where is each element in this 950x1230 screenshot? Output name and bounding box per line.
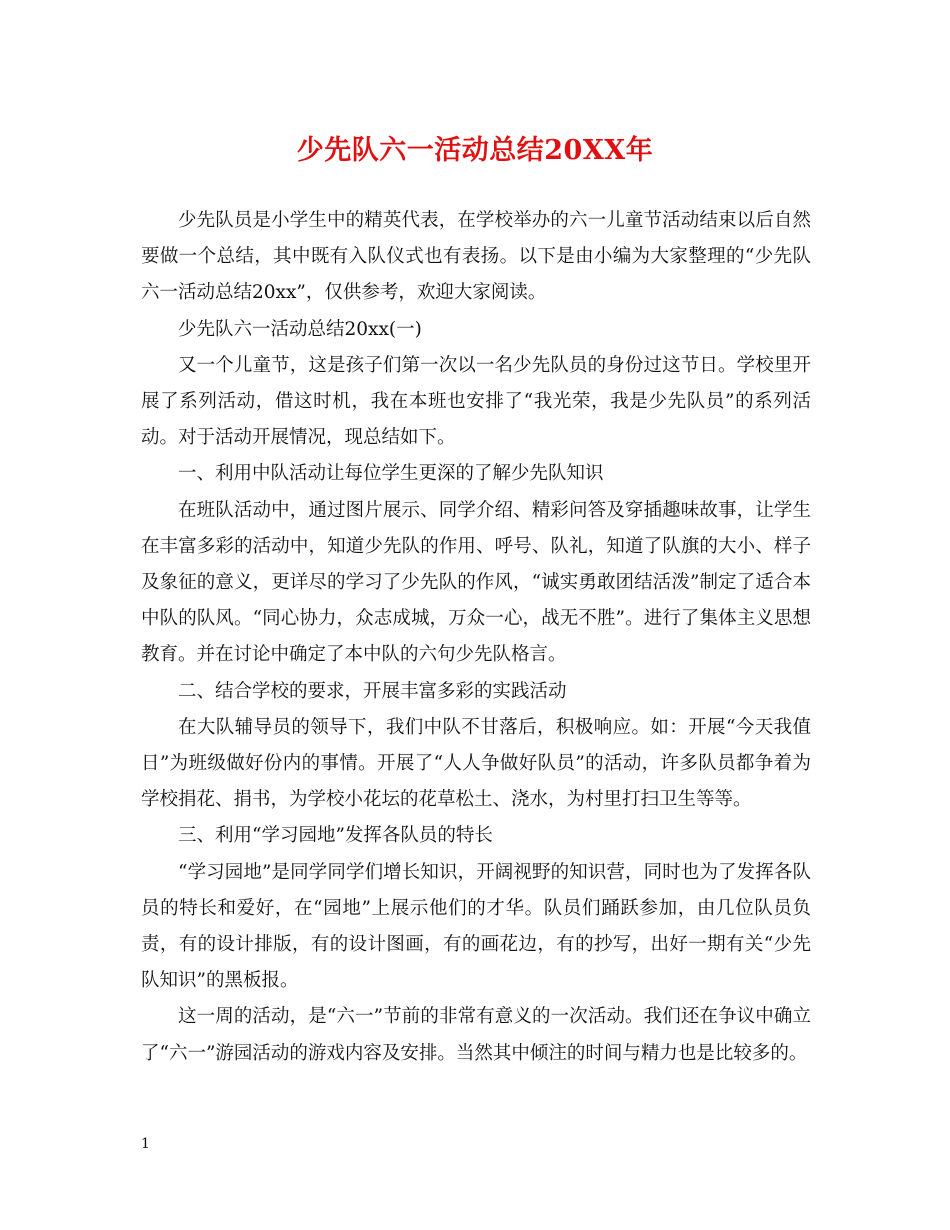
closing-paragraph: 这一周的活动，是“六一”节前的非常有意义的一次活动。我们还在争议中确立了“六一”游园活动的游戏内容及安排。当然其中倾注的时间与精力也是比较多的。 <box>141 1006 811 1064</box>
body-paragraph: 在班队活动中，通过图片展示、同学介绍、精彩问答及穿插趣味故事，让学生在丰富多彩的活动中，知道少先队的作用、呼号、队礼，知道了队旗的大小、样子及象征的意义，更详尽的学习了少先队的作风，“诚实勇敢团结活泼”制定了适合本中队的队风。“同心协力，众志成城，万众一心，战无不胜”。进行了集体主义思想教育。并在讨论中确定了本中队的六句少先队格言。 <box>141 499 811 666</box>
body-paragraph: “学习园地”是同学同学们增长知识，开阔视野的知识营，同时也为了发挥各队员的特长和爱好，在“园地”上展示他们的才华。队员们踊跃参加，由几位队员负责，有的设计排版，有的设计图画，有的画花边，有的抄写，出好一期有关“少先队知识”的黑板报。 <box>141 861 811 992</box>
intro-paragraph: 少先队员是小学生中的精英代表，在学校举办的六一儿童节活动结束以后自然要做一个总结，其中既有入队仪式也有表扬。以下是由小编为大家整理的“少先队六一活动总结20xx”，仅供参考，欢迎大家阅读。 <box>141 210 811 304</box>
page-number: 1 <box>141 1136 150 1152</box>
subheading-2: 二、结合学校的要求，开展丰富多彩的实践活动 <box>178 680 567 702</box>
document-title: 少先队六一活动总结20XX年 <box>296 135 654 166</box>
body-paragraph: 又一个儿童节，这是孩子们第一次以一名少先队员的身份过这节日。学校里开展了系列活动，借这时机，我在本班也安排了“我光荣，我是少先队员”的系列活动。对于活动开展情况，现总结如下。 <box>141 354 811 449</box>
body-paragraph: 在大队辅导员的领导下，我们中队不甘落后，积极响应。如：开展“今天我值日”为班级做好份内的事情。开展了“人人争做好队员”的活动，许多队员都争着为学校捐花、捐书，为学校小花坛的花草松土、浇水，为村里打扫卫生等等。 <box>141 716 811 811</box>
subheading-3: 三、利用“学习园地”发挥各队员的特长 <box>178 825 493 847</box>
subheading-1: 一、利用中队活动让每位学生更深的了解少先队知识 <box>178 463 604 485</box>
section-heading: 少先队六一活动总结20xx(一) <box>178 318 422 340</box>
document-body <box>141 203 811 1072</box>
